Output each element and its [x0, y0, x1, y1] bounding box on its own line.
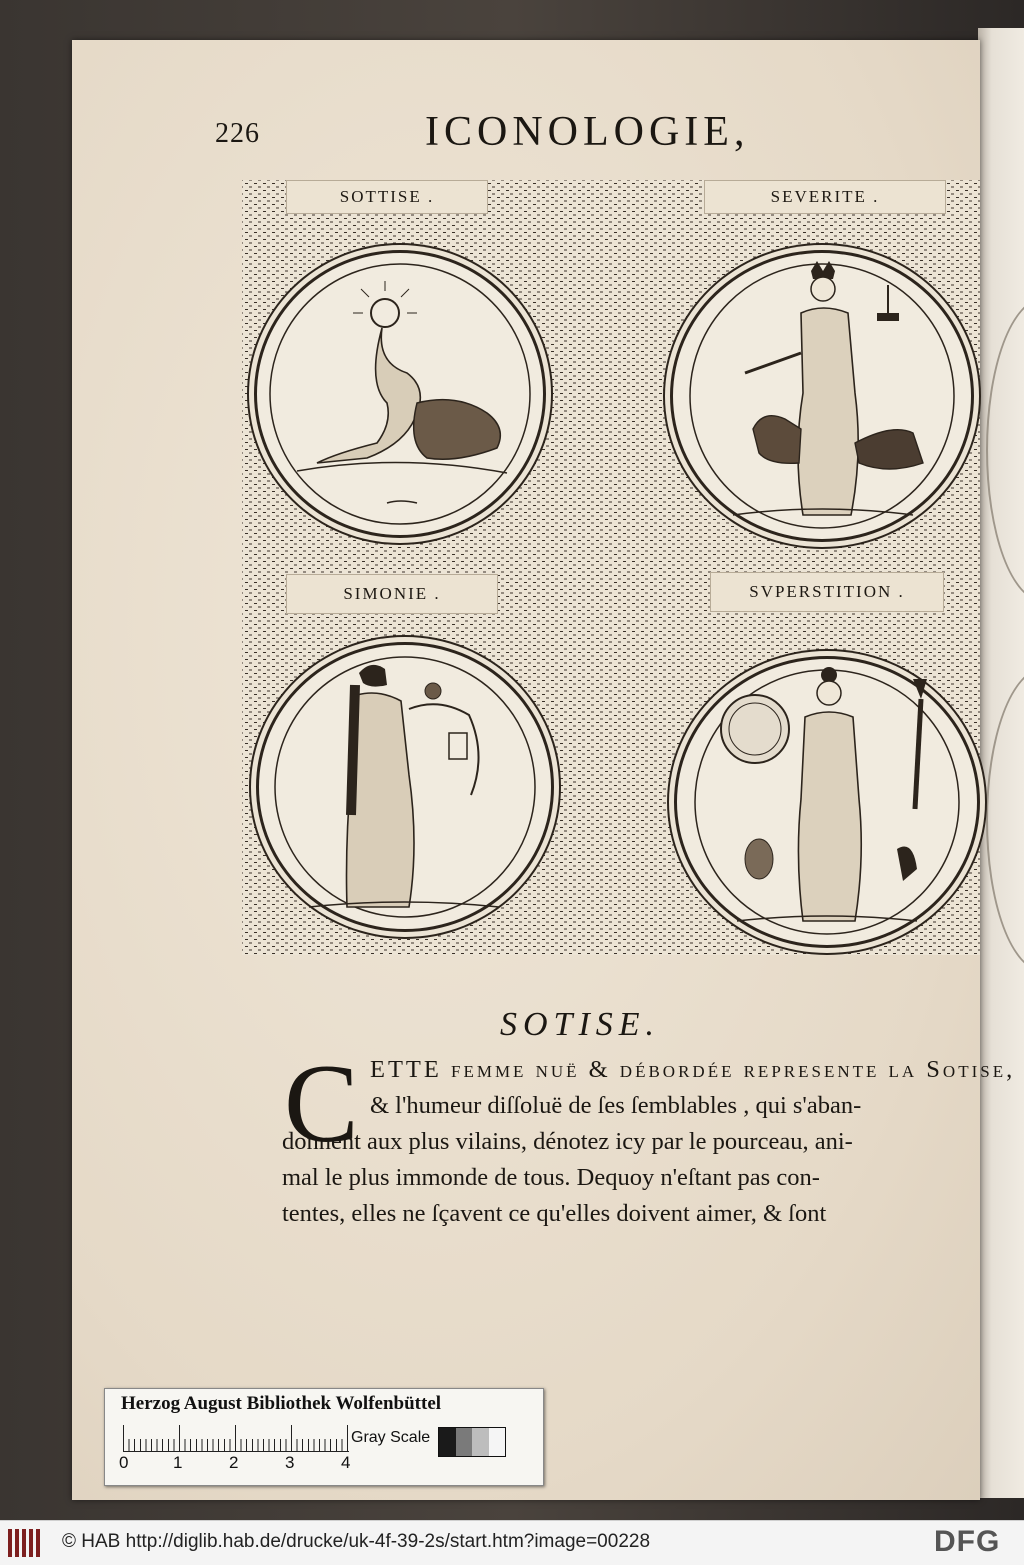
gray-swatch — [439, 1428, 456, 1456]
library-name: Herzog August Bibliothek Wolfenbüttel — [121, 1393, 442, 1414]
label-sottise: SOTTISE . — [286, 180, 488, 214]
ruler-number: 4 — [341, 1453, 351, 1472]
scale-ruler — [123, 1425, 349, 1452]
page-number: 226 — [215, 118, 260, 149]
ruler-numbers — [119, 1453, 359, 1475]
body-line: & l'humeur diſſoluë de ſes ſemblables , qui s'aban- — [370, 1092, 862, 1119]
label-superstition: SVPERSTITION . — [710, 572, 944, 612]
body-line: ETTE femme nuë & débordée repreſente la Sotiſe, — [370, 1056, 1016, 1083]
medallion-simonie — [256, 642, 554, 932]
hab-logo-icon[interactable] — [8, 1529, 44, 1557]
ruler-number: 0 — [119, 1453, 129, 1472]
adjacent-medallion — [986, 298, 1024, 602]
ruler-number: 1 — [173, 1453, 183, 1472]
adjacent-page — [978, 28, 1024, 1498]
medallion-severite — [670, 250, 974, 542]
body-line: mal le plus immonde de tous. Dequoy n'eſtant pas con- — [282, 1164, 820, 1191]
adjacent-medallion — [986, 668, 1024, 972]
engraved-plate — [242, 180, 980, 955]
ruler-number: 3 — [285, 1453, 295, 1472]
ruler-number: 2 — [229, 1453, 239, 1472]
medallion-superstition — [674, 656, 980, 948]
viewer-footer — [0, 1520, 1024, 1565]
hooded-woman-with-purse-illustration — [259, 645, 551, 929]
body-line: donnent aux plus vilains, dénotez icy par le pourceau, ani- — [282, 1128, 853, 1155]
label-simonie: SIMONIE . — [286, 574, 498, 614]
crowned-woman-with-lion-illustration — [673, 253, 971, 539]
woman-with-shield-and-torch-illustration — [677, 659, 977, 945]
citation-link[interactable]: © HAB http://diglib.hab.de/drucke/uk-4f-39-2s/start.htm?image=00228 — [62, 1531, 651, 1552]
drop-cap: C — [284, 1042, 359, 1166]
body-line: tentes, elles ne ſçavent ce qu'elles doivent aimer, & ſont — [282, 1200, 827, 1227]
gray-swatch — [472, 1428, 489, 1456]
color-reference-card — [104, 1388, 544, 1486]
gray-swatches — [438, 1427, 506, 1457]
article-body — [282, 1052, 1016, 1232]
gray-swatch — [489, 1428, 506, 1456]
woman-with-boar-illustration — [257, 253, 543, 535]
running-title: ICONOLOGIE, — [425, 109, 750, 155]
gray-scale-label: Gray Scale — [351, 1429, 431, 1446]
gray-swatch — [456, 1428, 473, 1456]
article-heading: SOTISE. — [500, 1006, 661, 1043]
label-severite: SEVERITE . — [704, 180, 946, 214]
dfg-logo[interactable]: DFG — [934, 1525, 1001, 1558]
medallion-sottise — [254, 250, 546, 538]
